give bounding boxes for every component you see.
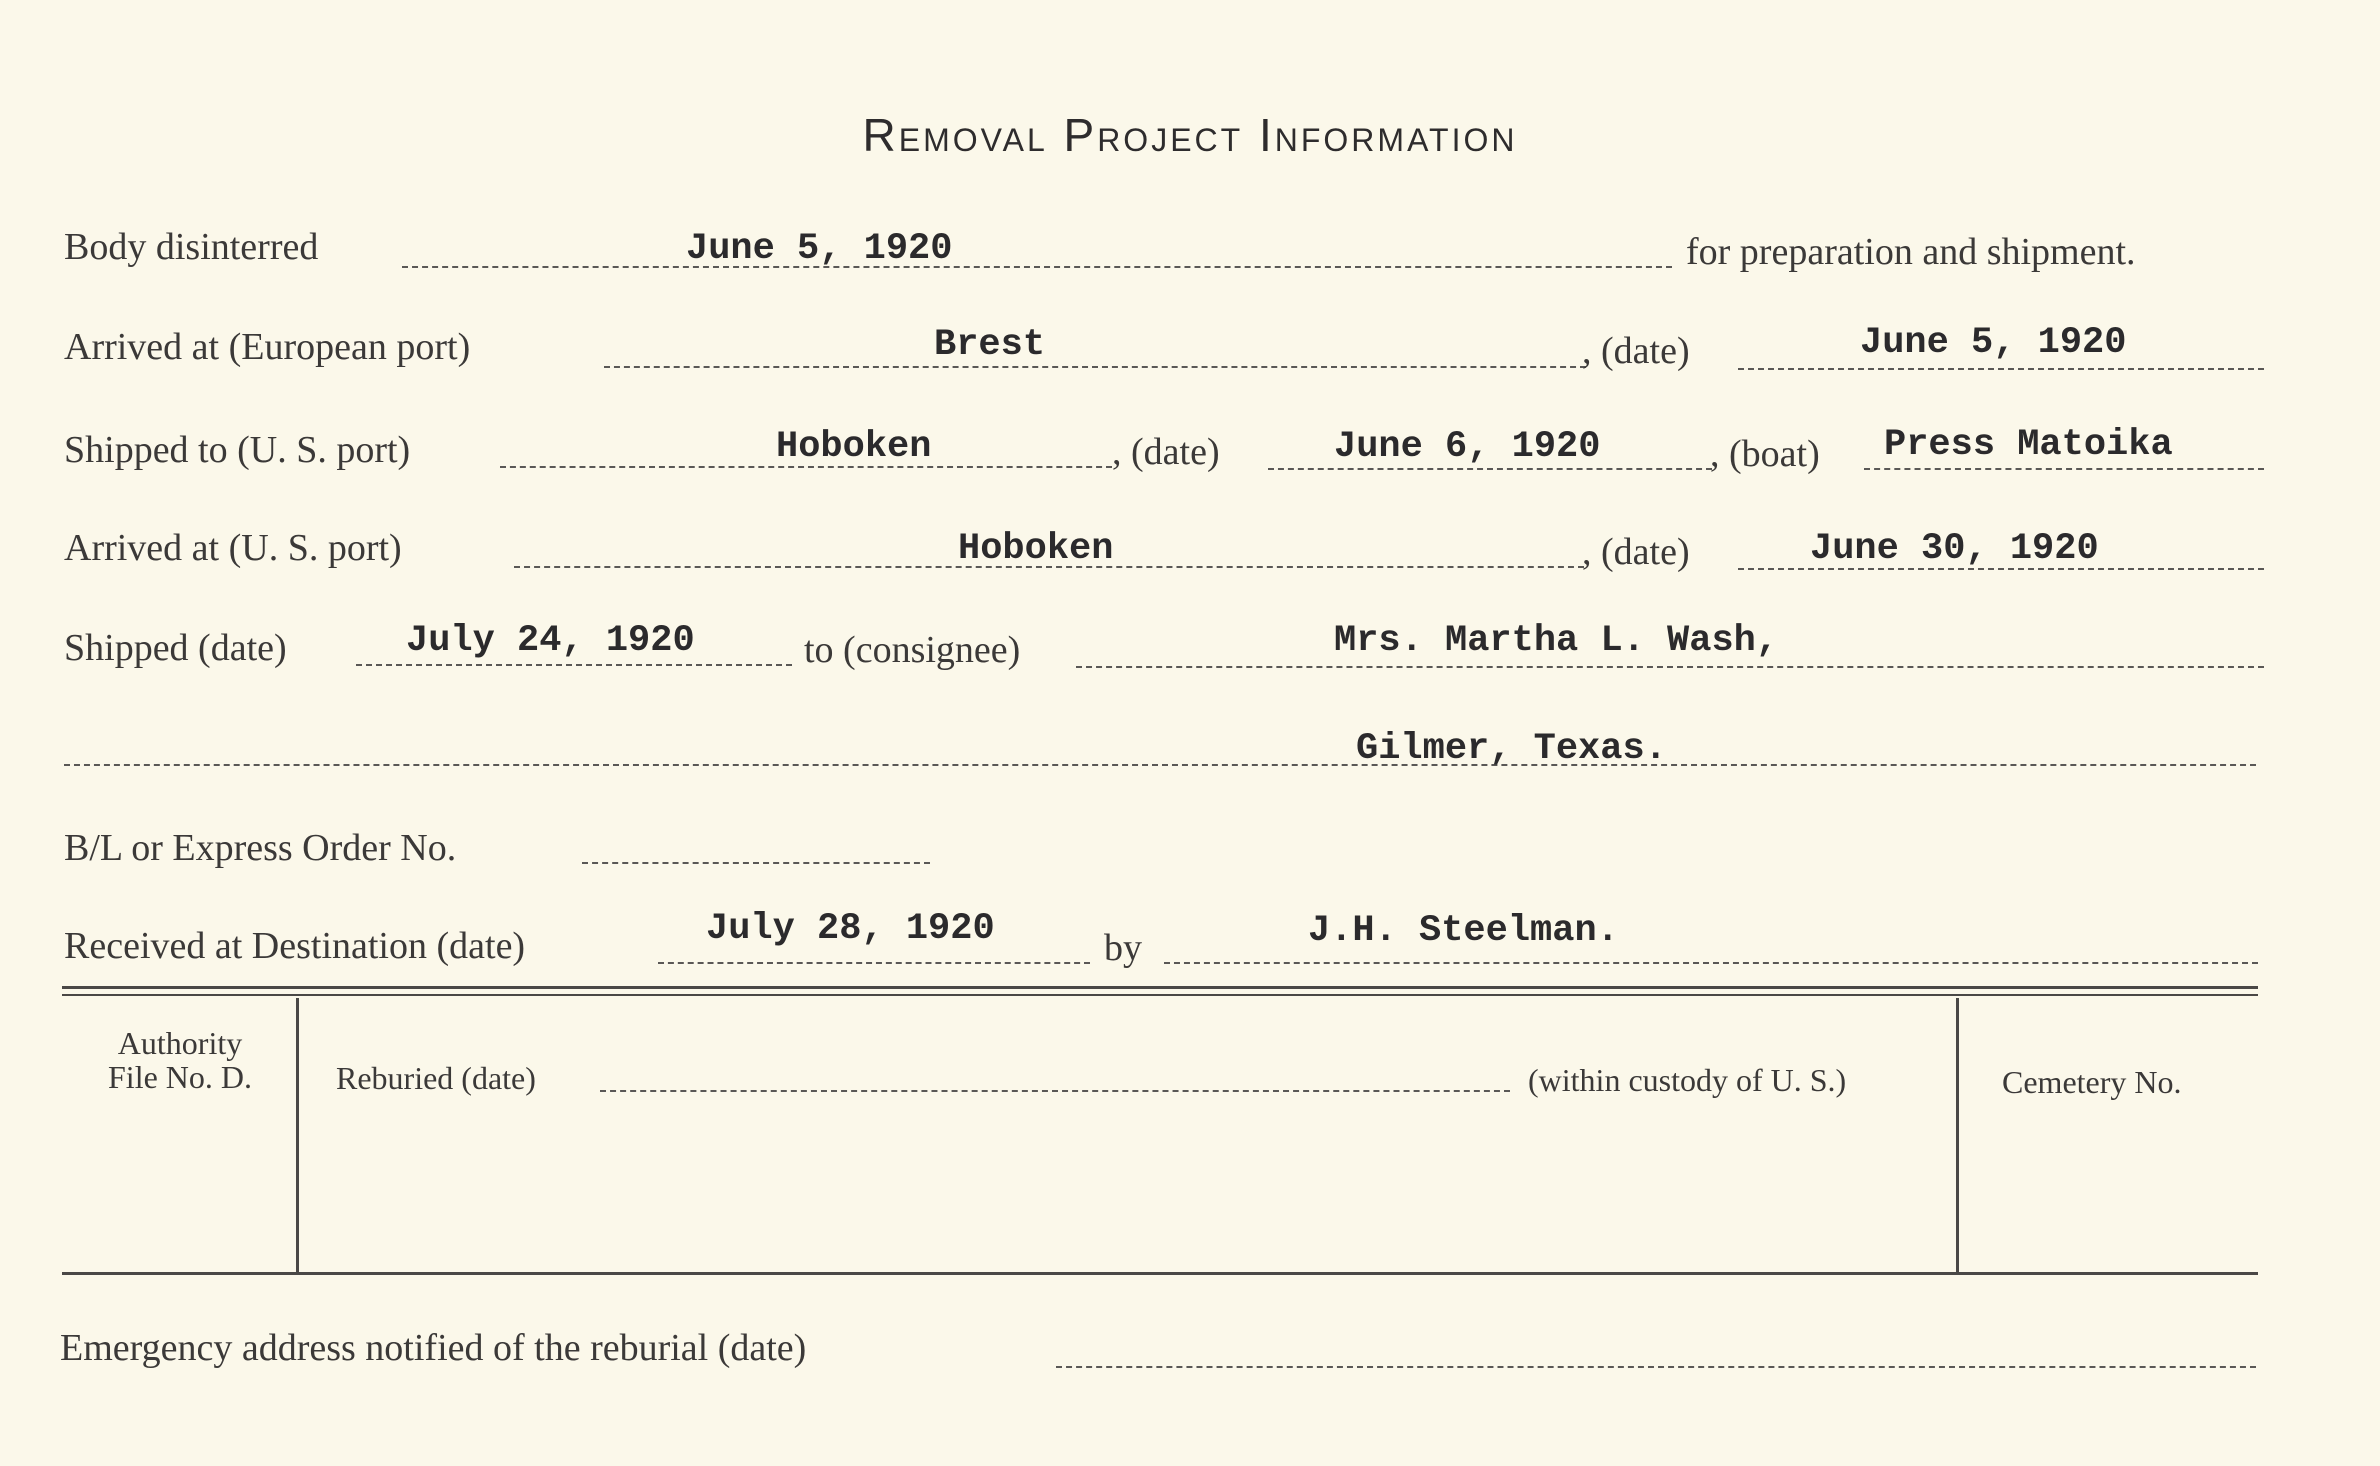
- authority-label: [70, 1026, 290, 1094]
- consignee-label: to (consignee): [804, 629, 1021, 671]
- table-divider-right: [1956, 998, 1959, 1274]
- received-date: July 28, 1920: [706, 908, 995, 950]
- bl-order-label: B/L or Express Order No.: [64, 827, 457, 869]
- body-disinterred-label: Body disinterred: [64, 226, 319, 268]
- cemetery-label: Cemetery No.: [2002, 1064, 2182, 1100]
- shipped-us-boat-label: , (boat): [1710, 433, 1820, 475]
- received-label: Received at Destination (date): [64, 925, 526, 967]
- arrived-us-label: Arrived at (U. S. port): [64, 527, 402, 569]
- shipped-date-label: Shipped (date): [64, 627, 287, 669]
- consignee-value: Mrs. Martha L. Wash,: [1334, 620, 1779, 662]
- arrived-european-label: Arrived at (European port): [64, 326, 471, 368]
- authority-line1: Authority: [117, 1025, 243, 1061]
- shipped-us-label: Shipped to (U. S. port): [64, 429, 411, 471]
- body-disinterred-line: [402, 266, 1672, 268]
- arrived-european-value: Brest: [934, 324, 1046, 366]
- shipped-date-line: [356, 664, 792, 666]
- arrived-us-value: Hoboken: [958, 528, 1114, 570]
- bl-order-line: [582, 862, 930, 864]
- arrived-european-line: [604, 366, 1586, 368]
- shipped-date-value: July 24, 1920: [406, 620, 695, 662]
- divider-top: [62, 986, 2258, 989]
- authority-line2: File No. D.: [108, 1059, 252, 1095]
- reburied-line: [600, 1090, 1510, 1092]
- body-disinterred-suffix: for preparation and shipment.: [1686, 231, 2136, 273]
- shipped-us-date-line: [1268, 468, 1712, 470]
- shipped-us-boat-line: [1864, 468, 2264, 470]
- arrived-us-date-label: , (date): [1582, 531, 1690, 573]
- arrived-european-date-label: , (date): [1582, 330, 1690, 372]
- card-title: Removal Project Information: [862, 109, 1518, 161]
- received-by: J.H. Steelman.: [1308, 910, 1619, 952]
- received-date-line: [658, 962, 1090, 964]
- shipped-us-value: Hoboken: [776, 426, 932, 468]
- emergency-line: [1056, 1366, 2256, 1368]
- received-by-label: by: [1104, 927, 1142, 969]
- custody-label: (within custody of U. S.): [1528, 1062, 1847, 1098]
- consignee-line: [1076, 666, 2264, 668]
- address-line: [64, 764, 2256, 766]
- divider-top-2: [62, 994, 2258, 996]
- table-divider-left: [296, 998, 299, 1272]
- shipped-us-boat: Press Matoika: [1884, 424, 2173, 466]
- arrived-us-date: June 30, 1920: [1810, 528, 2099, 570]
- table-bottom-rule: [62, 1272, 2258, 1275]
- arrived-european-date: June 5, 1920: [1860, 322, 2127, 364]
- arrived-european-date-line: [1738, 368, 2264, 370]
- reburied-label: Reburied (date): [336, 1060, 536, 1096]
- emergency-label: Emergency address notified of the reburial (date): [60, 1327, 807, 1369]
- address-value: Gilmer, Texas.: [1356, 728, 1667, 770]
- shipped-us-date: June 6, 1920: [1334, 426, 1601, 468]
- received-by-line: [1164, 962, 2258, 964]
- body-disinterred-value: June 5, 1920: [686, 228, 953, 270]
- shipped-us-date-label: , (date): [1112, 431, 1220, 473]
